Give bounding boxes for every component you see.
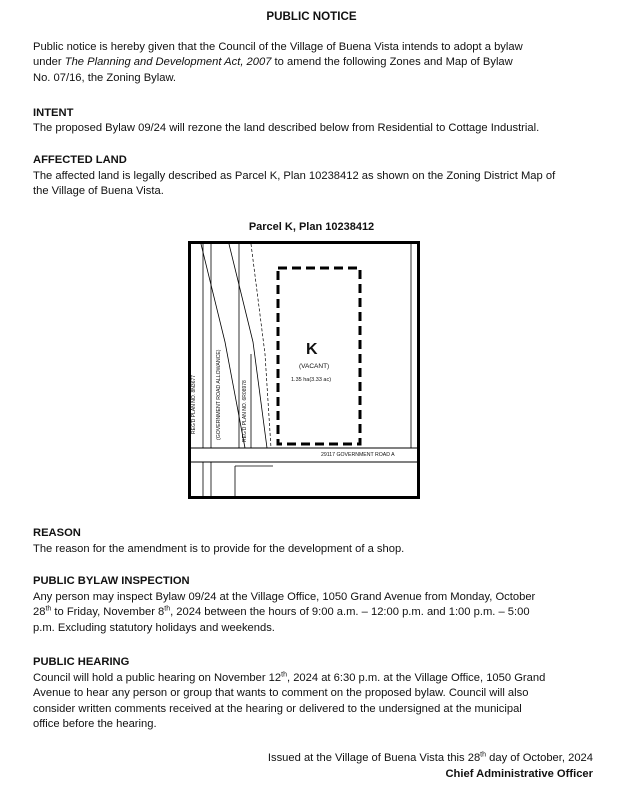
hearing-line-4: office before the hearing. xyxy=(33,718,157,731)
inspection-sup-1: th xyxy=(45,605,52,613)
inspection-line-1: Any person may inspect Bylaw 09/24 at the Village Office, 1050 Grand Avenue from Monday, October xyxy=(33,591,536,603)
intro-paragraph xyxy=(33,40,598,86)
parcel-map xyxy=(188,241,420,499)
inspection-date-end: to Friday, November 8 xyxy=(51,606,165,619)
reason-text: The reason for the amendment is to provide for the development of a shop. xyxy=(33,543,405,555)
hearing-date: Council will hold a public hearing on November 12 xyxy=(33,672,282,684)
left-edge-label: REG'D PLAN NO. 8N3677 xyxy=(191,374,197,434)
hearing-text xyxy=(33,671,598,733)
diagonal-line-2 xyxy=(229,244,267,448)
hearing-line-3: consider written comments received at the hearing or delivered to the undersigned at the municipal xyxy=(33,702,522,715)
affected-land-line-2: the Village of Buena Vista. xyxy=(33,185,164,198)
parcel-status: (VACANT) xyxy=(299,363,330,370)
intro-line-2-post: to amend the following Zones and Map of Bylaw xyxy=(271,56,513,69)
reason-heading: REASON xyxy=(33,527,81,539)
issued-sup: th xyxy=(480,751,487,759)
intro-line-3: No. 07/16, the Zoning Bylaw. xyxy=(33,71,177,84)
hearing-line-1 xyxy=(33,671,598,686)
intent-heading: INTENT xyxy=(33,107,74,119)
act-name: The Planning and Development Act, 2007 xyxy=(64,56,272,69)
intent-text: The proposed Bylaw 09/24 will rezone the land described below from Residential to Cottage Industrial. xyxy=(33,122,540,134)
intro-line-1: Public notice is hereby given that the Council of the Village of Buena Vista intends to adopt a bylaw xyxy=(33,41,523,53)
left-road-label: (GOVERNMENT ROAD ALLOWANCE) xyxy=(216,349,222,440)
inspection-line-2 xyxy=(33,605,598,620)
inspection-date-start: 28 xyxy=(33,606,46,619)
hearing-line-2: Avenue to hear any person or group that wants to comment on the proposed bylaw. Council will also xyxy=(33,687,529,700)
affected-land-line-1: The affected land is legally described as Parcel K, Plan 10238412 as shown on the Zoning District Map of xyxy=(33,170,556,182)
issued-text-b: day of October, 2024 xyxy=(486,752,593,764)
hearing-heading: PUBLIC HEARING xyxy=(33,656,130,668)
inspection-sup-2: th xyxy=(164,605,171,613)
inspection-hours: , 2024 between the hours of 9:00 a.m. – 12:00 p.m. and 1:00 p.m. – 5:00 xyxy=(170,606,530,619)
diagonal-line-1 xyxy=(201,244,245,448)
issued-text-a: Issued at the Village of Buena Vista this 28 xyxy=(267,752,481,764)
signatory-role: Chief Administrative Officer xyxy=(445,768,593,780)
inspection-line-3: p.m. Excluding statutory holidays and weekends. xyxy=(33,621,275,634)
hearing-time-place: , 2024 at 6:30 p.m. at the Village Office, 1050 Grand xyxy=(286,672,546,684)
road-label: 29117 GOVERNMENT ROAD A xyxy=(321,452,395,458)
notice-title: PUBLIC NOTICE xyxy=(266,10,357,23)
map-caption: Parcel K, Plan 10238412 xyxy=(248,221,375,233)
hearing-sup: th xyxy=(281,671,287,679)
inspection-text xyxy=(33,590,598,636)
parcel-area: 1.35 ha(3.33 ac) xyxy=(291,377,332,383)
parcel-k-boundary xyxy=(278,268,360,444)
plan-label: REG'D PLAN NO. 6R08978 xyxy=(242,380,248,442)
inspection-heading: PUBLIC BYLAW INSPECTION xyxy=(33,575,190,587)
intro-line-2-pre: under xyxy=(33,56,65,69)
affected-land-heading: AFFECTED LAND xyxy=(33,154,127,166)
parcel-letter: K xyxy=(306,341,318,358)
diagonal-line-3 xyxy=(251,244,271,448)
issued-line xyxy=(268,751,593,766)
intro-line-2 xyxy=(33,55,598,70)
affected-land-text xyxy=(33,169,598,200)
